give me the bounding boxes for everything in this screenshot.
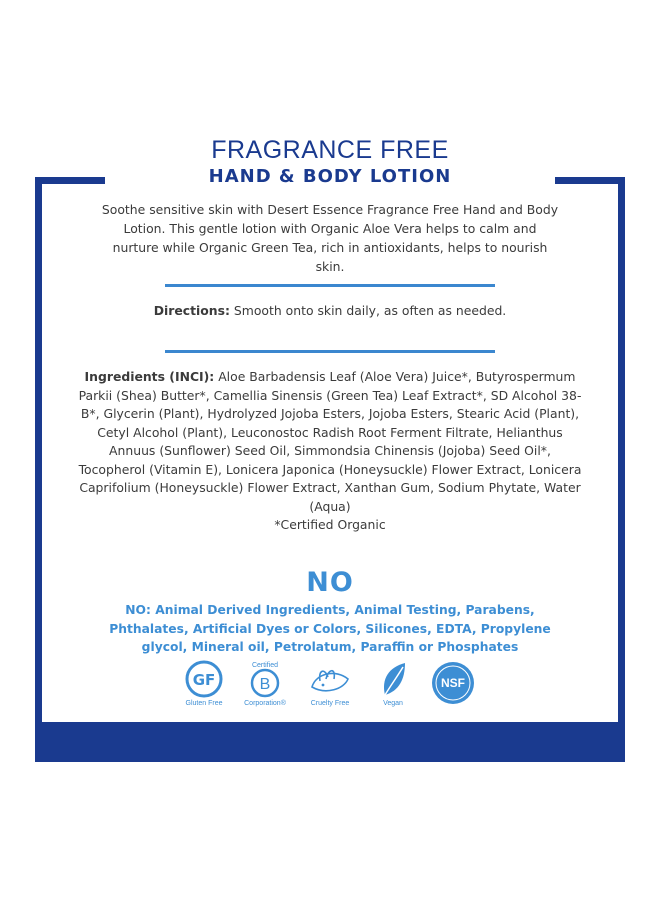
frame-right-bar: [618, 177, 625, 737]
frame-left-bar: [35, 177, 42, 737]
directions-label: Directions:: [153, 303, 230, 318]
frame-bottom-band: [35, 722, 625, 762]
ingredients-text: Aloe Barbadensis Leaf (Aloe Vera) Juice*, Butyrospermum Parkii (Shea) Butter*, Camellia Sinensis (Green Tea) Leaf Extract*, SD Alcohol 38-B*, Glycerin (Plant), Hydrolyzed Jojoba Esters, Jojoba Esters, Stearic Acid (Plant), Cetyl Alcohol (Plant), Leuconostoc Radish Root Ferment Filtrate, Helianthus Annuus (Sunflower) Seed Oil, Simmondsia Chinensis (Jojoba) Seed Oil*, Tocopherol (Vitamin E), Lonicera Japonica (Honeysuckle) Flower Extract, Lonicera Caprifolium (Honeysuckle) Flower Extract, Xanthan Gum, Sodium Phytate, Water (Aqua): [78, 369, 582, 514]
cruelty-free-bunny-icon: [306, 659, 354, 699]
certified-organic-note: *Certified Organic: [274, 517, 386, 532]
divider-2: [165, 350, 495, 353]
cruelty-free-label: Cruelty Free: [310, 700, 350, 707]
vegan-label: Vegan: [383, 700, 403, 707]
badge-cruelty-free: [295, 659, 365, 707]
badge-nsf: [418, 659, 488, 707]
vegan-leaf-icon: [373, 659, 413, 699]
b-corp-icon: [245, 659, 285, 699]
intro-paragraph: Soothe sensitive skin with Desert Essence Fragrance Free Hand and Body Lotion. This gentle lotion with Organic Aloe Vera helps to calm and nurture while Organic Green Tea, rich in antioxidants, helps to nourish skin.: [101, 202, 559, 274]
no-list: NO: Animal Derived Ingredients, Animal Testing, Parabens, Phthalates, Artificial Dyes or Colors, Silicones, EDTA, Propylene glycol, Mineral oil, Petrolatum, Paraffin or Phosphates: [109, 603, 551, 654]
gluten-free-label: Gluten Free: [185, 700, 223, 707]
divider-1: [165, 284, 495, 287]
badge-b-corp: [230, 659, 300, 707]
ingredients-paragraph: [78, 368, 582, 535]
badge-gluten-free: [169, 659, 239, 707]
ingredients-label: Ingredients (INCI):: [84, 369, 215, 384]
b-corp-mark: B: [259, 676, 271, 693]
directions-text: Smooth onto skin daily, as often as needed.: [229, 303, 507, 318]
b-corp-certified-text: Certified: [251, 662, 279, 669]
product-title: FRAGRANCE FREE: [211, 136, 449, 164]
product-subtitle: HAND & BODY LOTION: [208, 166, 452, 187]
certification-badges: [0, 659, 660, 719]
no-heading: NO: [306, 567, 354, 598]
b-corp-label: Corporation®: [244, 700, 286, 707]
nsf-icon: [429, 659, 477, 707]
directions-paragraph: [150, 301, 510, 320]
gluten-free-icon: [184, 659, 224, 699]
nsf-mark: NSF: [441, 676, 465, 690]
gluten-free-mark: GF: [192, 671, 216, 689]
